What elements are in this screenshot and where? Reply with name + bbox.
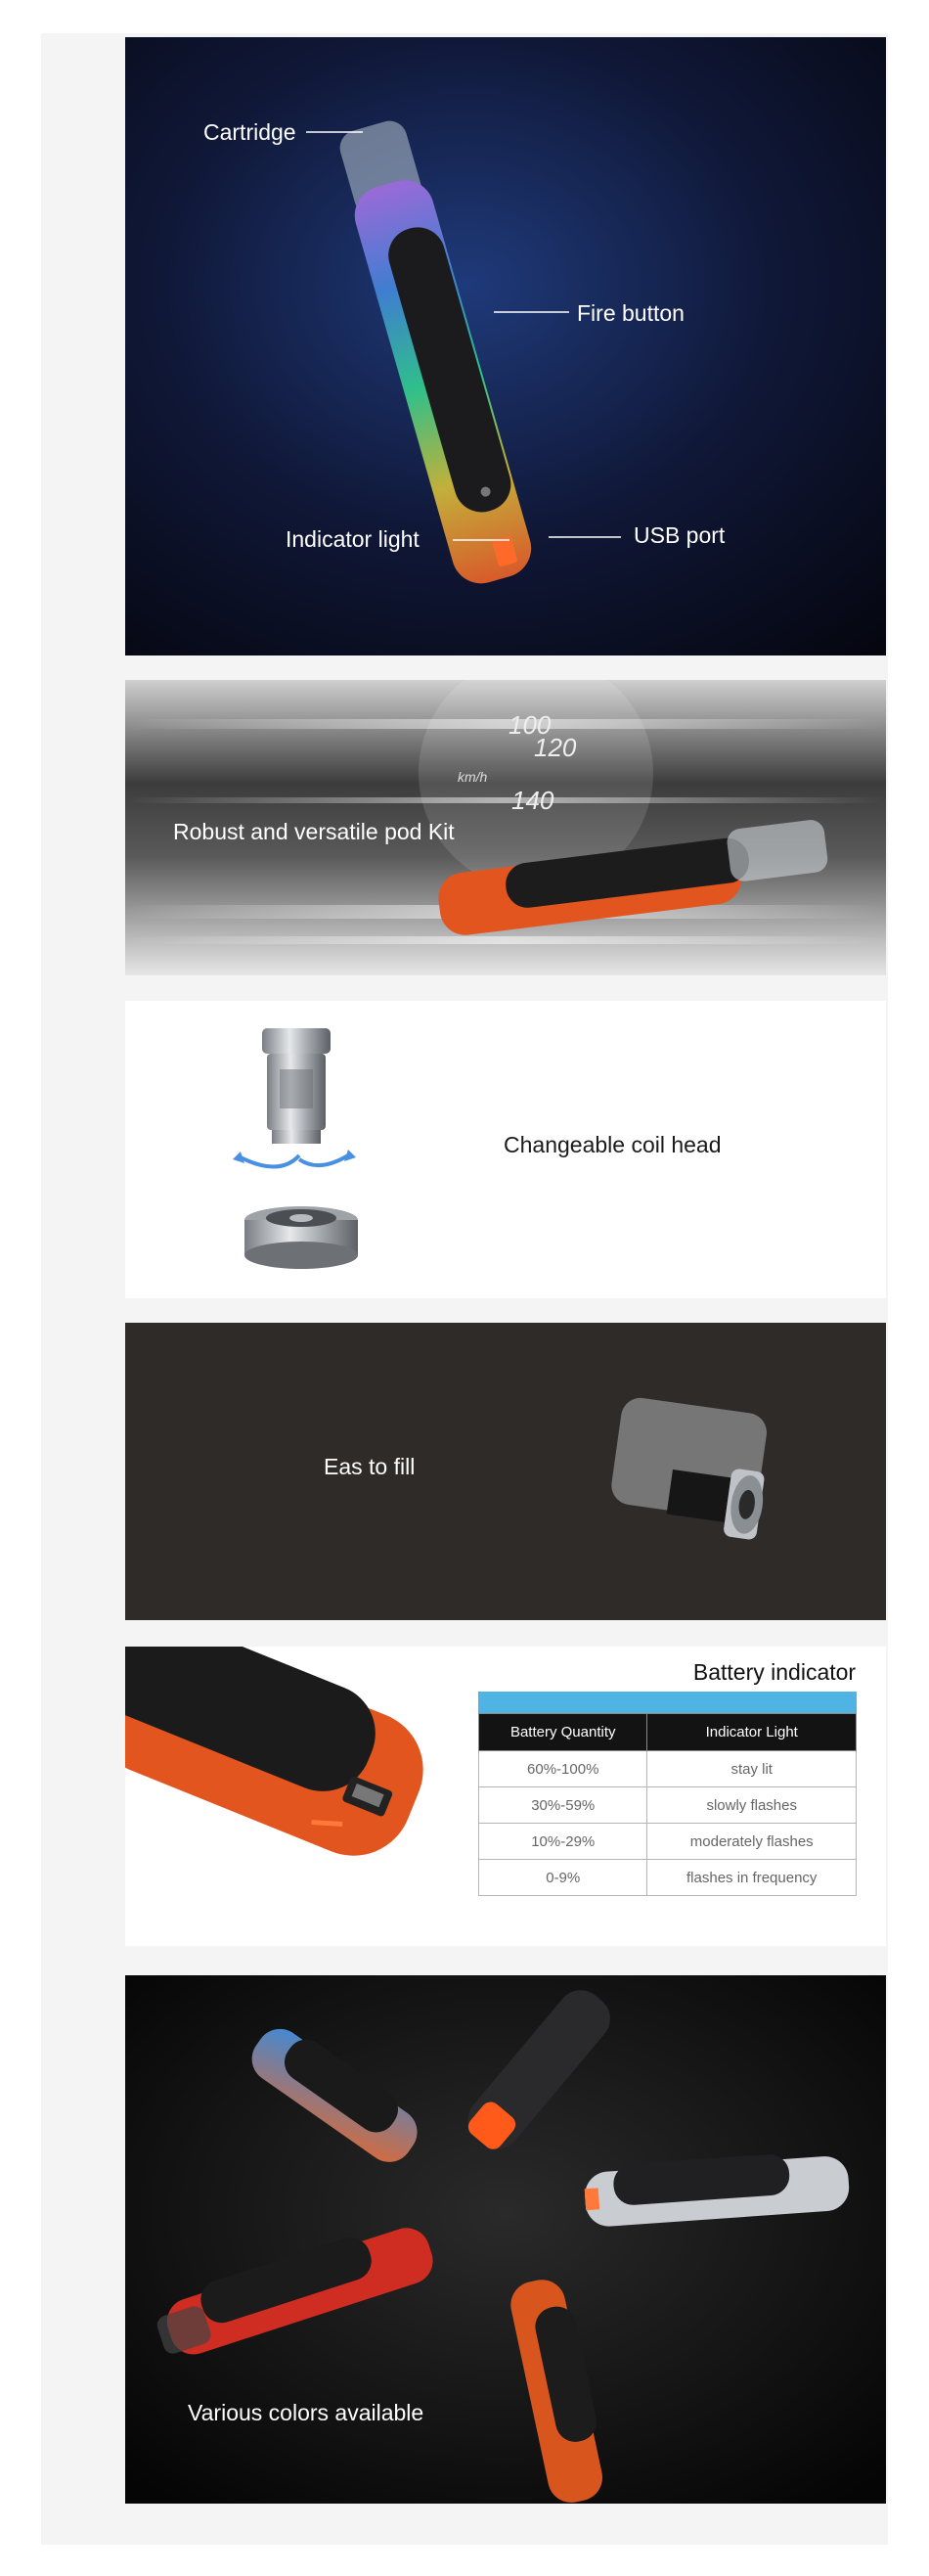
table-row <box>479 1751 857 1787</box>
easy-fill-panel <box>125 1323 886 1620</box>
coil-head-panel <box>125 1001 886 1298</box>
battery-table-accent-bar <box>478 1692 857 1713</box>
coil-base-icon <box>244 1206 358 1269</box>
indicator-light-cell: slowly flashes <box>647 1787 857 1824</box>
header-battery-quantity: Battery Quantity <box>479 1714 647 1751</box>
colors-panel <box>125 1975 886 2504</box>
table-row <box>479 1787 857 1824</box>
battery-table <box>478 1713 857 1896</box>
rotate-arrows-icon <box>233 1150 356 1167</box>
battery-table-header-row <box>479 1714 857 1751</box>
robust-kit-caption: Robust and versatile pod Kit <box>173 819 455 844</box>
indicator-light-cell: moderately flashes <box>647 1824 857 1860</box>
header-indicator-light: Indicator Light <box>647 1714 857 1751</box>
battery-indicator-title: Battery indicator <box>692 1659 857 1685</box>
usb-port-label: USB port <box>634 522 726 548</box>
indicator-light-cell: flashes in frequency <box>647 1860 857 1896</box>
table-row <box>479 1824 857 1860</box>
speedometer-100: 100 <box>509 710 552 740</box>
battery-quantity-cell: 10%-29% <box>479 1824 647 1860</box>
speedometer-140: 140 <box>511 786 554 815</box>
robust-kit-panel <box>125 680 886 975</box>
speedometer-unit: km/h <box>458 769 488 785</box>
speedometer-120: 120 <box>534 733 577 762</box>
cartridge-label: Cartridge <box>203 119 296 145</box>
easy-fill-caption: Eas to fill <box>324 1454 416 1479</box>
fire-button-label: Fire button <box>577 300 685 326</box>
battery-indicator-panel <box>125 1647 886 1946</box>
coil-head-caption: Changeable coil head <box>504 1132 722 1157</box>
easy-fill-image <box>125 1323 886 1620</box>
table-row <box>479 1860 857 1896</box>
coil-head-icon <box>262 1028 331 1144</box>
indicator-light-cell: stay lit <box>647 1751 857 1787</box>
device-anatomy-panel <box>125 37 886 655</box>
indicator-light-label: Indicator light <box>286 526 420 552</box>
pod-device-closeup <box>125 1647 445 1874</box>
battery-quantity-cell: 0-9% <box>479 1860 647 1896</box>
page-frame <box>41 33 888 2545</box>
battery-quantity-cell: 30%-59% <box>479 1787 647 1824</box>
battery-quantity-cell: 60%-100% <box>479 1751 647 1787</box>
colors-caption: Various colors available <box>188 2400 424 2425</box>
